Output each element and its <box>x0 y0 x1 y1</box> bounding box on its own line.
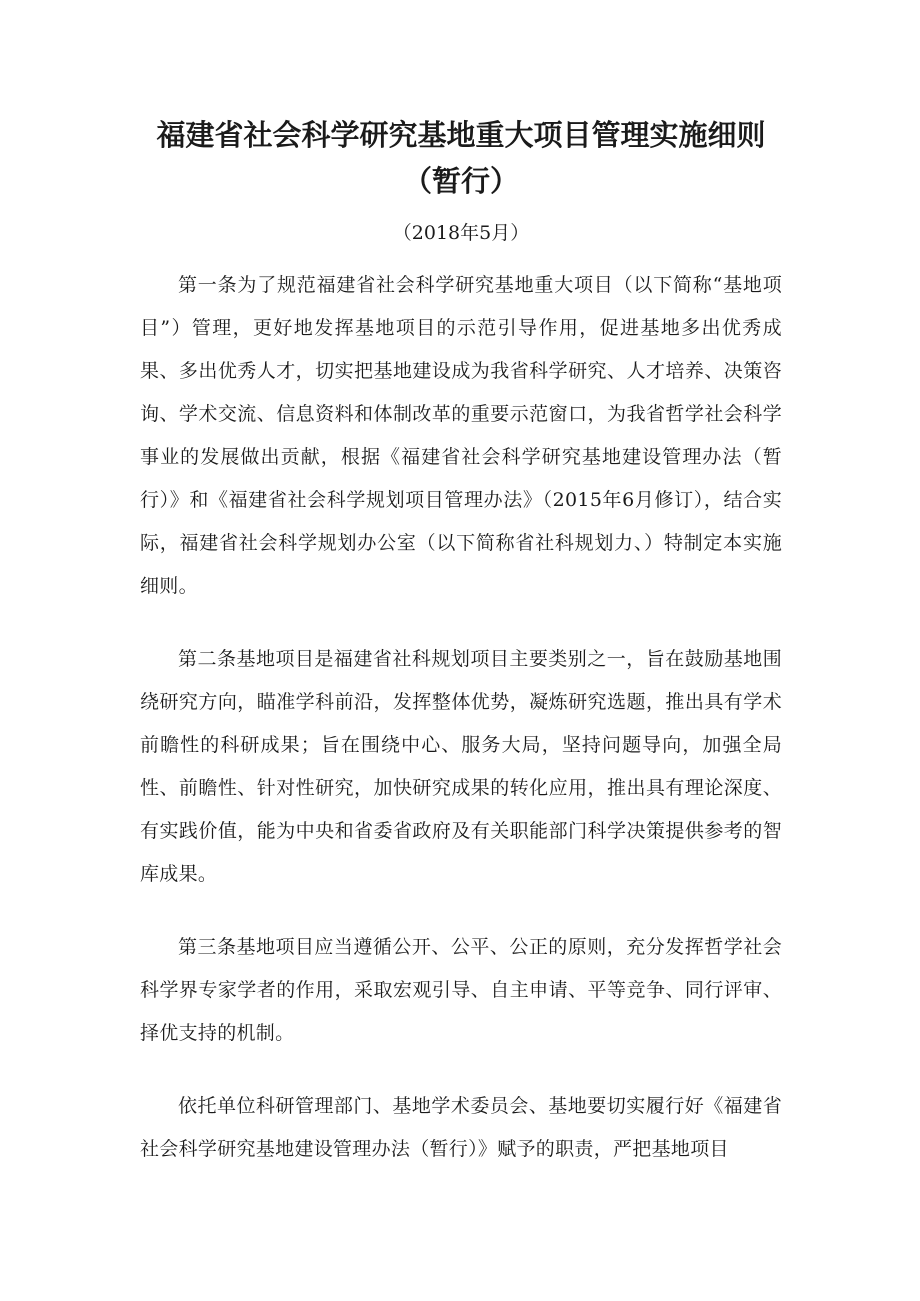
article-1-paragraph: 第一条为了规范福建省社会科学研究基地重大项目（以下简称“基地项目”）管理，更好地发挥基地项目的示范引导作用，促进基地多出优秀成果、多出优秀人才，切实把基地建设成为我省科学研究、人才培养、决策咨询、学术交流、信息资料和体制改革的重要示范窗口，为我省哲学社会科学事业的发展做出贡献，根据《福建省社会科学研究基地建设管理办法（暂行）》和《福建省社会科学规划项目管理办法》（2015年6月修订），结合实际，福建省社会科学规划办公室（以下简称省社科规划力、）特制定本实施细则。 <box>140 274 782 597</box>
article-3-paragraph: 第三条基地项目应当遵循公开、公平、公正的原则，充分发挥哲学社会科学界专家学者的作用，采取宏观引导、自主申请、平等竞争、同行评审、择优支持的机制。 <box>140 936 782 1044</box>
document-subtitle: （暂行） <box>402 164 519 198</box>
responsibility-paragraph: 依托单位科研管理部门、基地学术委员会、基地要切实履行好《福建省社会科学研究基地建设管理办法（暂行）》赋予的职责，严把基地项目 <box>140 1095 782 1160</box>
document-title: 福建省社会科学研究基地重大项目管理实施细则 <box>156 118 766 152</box>
document-date: （2018年5月） <box>392 222 530 244</box>
article-2-paragraph: 第二条基地项目是福建省社科规划项目主要类别之一，旨在鼓励基地围绕研究方向，瞄准学科前沿，发挥整体优势，凝炼研究选题，推出具有学术前瞻性的科研成果；旨在围绕中心、服务大局，坚持问题导向，加强全局性、前瞻性、针对性研究，加快研究成果的转化应用，推出具有理论深度、有实践价值，能为中央和省委省政府及有关职能部门科学决策提供参考的智库成果。 <box>140 648 782 885</box>
